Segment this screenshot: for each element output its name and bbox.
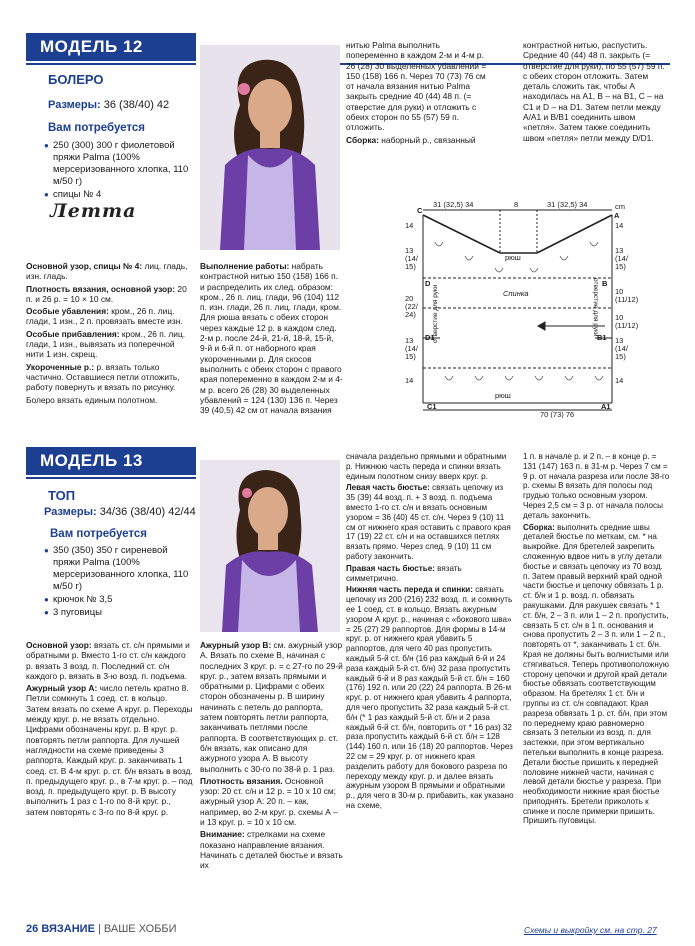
schema-r-13: 13	[615, 246, 624, 255]
paragraph: Плотность вязания. Основной узор: 20 ст. с/н и 12 р. = 10 х 10 см; ажурный узор А: 20 п. – как, например, во 2-м круг. р. схемы А – и 13 круг. р. = 10 х 10 см.	[200, 775, 338, 828]
list-item: ● крючок № 3,5	[44, 594, 194, 606]
paragraph: Сборка: наборный р., связанный	[346, 134, 476, 145]
schema-l-15b: 15)	[405, 352, 416, 361]
schema-l-14: (14/	[405, 254, 418, 263]
footer-note-link[interactable]: Схемы и выкройку см. на стр. 27	[524, 925, 657, 935]
paragraph: Болеро вязать единым полотном.	[26, 394, 158, 405]
schema-hole-right: отверстие для руки	[592, 278, 599, 337]
paragraph: Нижняя часть переда и спинки: связать цепочку из 200 (216) 232 возд. п. и сомкнуть ее 1 соед. ст. в кольцо. Вязать ажурным узором А круг. р., начиная с «бокового шва» = 25 (27) 29 раппортов. Для формы в 14-м круг. р. от нижнего края убавить 5 раппортов, для чего 40 раз пропустить каждый 5-й ст. б/н (16 раз каждый 6-й и 24 раза каждый 5-й ст. б/н) 32 раза пропустить каждый 6-й и 8 раз каждый 5-й ст. б/н = 160 (176) 192 п. или 20 (22) 24 раппорта. В 26-м круг. р. от нижнего края убавить 4 раппорта, для чего пропустить 32 раза каждый 5-й ст. б/н (* 1 раз каждый 5-й ст. б/н и 2 раза каждый 6-й ст. б/н, повторить от * 16 раз) 32 раза пропустить каждый 6-й ст. б/н = 128 (144) 160 п. или 16 (18) 20 раппортов. Через 22 см = 29 круг. р. от нижнего края разделить работу для бокового разреза по переходу между круг. р. и далее вязать ажурным узором В прямыми и обратными р., для чего в 30-м р. прибавить, как указано на схеме,	[346, 585, 514, 810]
paragraph: Ажурный узор В: см. ажурный узор А. Вязать по схеме В, начиная с последних 3 круг. р. = с 27-го по 29-й круг. р., затем вязать прямыми и обратными р. Цифрами с обеих сторон обозначены р. В ширину начинать с петель до раппорта, затем повторять петли раппорта, заканчивать петлями после раппорта. В соответствующих р. ст. б/н вязать, как описано для ажурного узора А. В высоту выполнить с 30-го по 38-й р. 1 раз.	[200, 640, 343, 774]
footer-tagline: ВАШЕ ХОББИ	[103, 923, 177, 935]
schema-l-22: (22/	[405, 302, 418, 311]
paragraph: Выполнение работы: набрать контрастной нитью 150 (158) 166 п. и распределить их след. образом: кром., 26 п. лиц. глади, 96 (104) 112 п. изн. глади, 26 п. лиц. глади, кром. Для рюша вязать с обеих сторон через каждые 12 р. в каждом след. 2-м р. после 24-й, 21-й, 18-й, 15-й, 9-й и 6-й п. от наборного края укороченными р. Для скосов выполнить с обеих сторон с правого края попеременно в каждом 2-м и 4-м р. всего 26 (28) 30 выделенных убавлений = 124 (130) 136 п. Через 39 (40,5) 42 см от начала вязания	[200, 261, 343, 416]
schema-l-15: 15)	[405, 262, 416, 271]
model12-photo	[200, 45, 340, 250]
schema-pt-d1: D1	[425, 333, 435, 342]
list-item: ● 3 пуговицы	[44, 607, 194, 619]
schema-r-14b: (14/	[615, 344, 628, 353]
page-footer	[26, 923, 177, 935]
schema-pt-b: B	[602, 279, 608, 288]
ryush-marks	[435, 242, 603, 380]
paragraph: нитью Palma выполнить попеременно в каждом 2-м и 4-м р. 26 (28) 30 выделенных убавлений = 150 (158) 166 п. Через 70 (73) 76 см от начала вязания нитью Palma закрыть средние 40 (44) 48 п. (= отверстие для руки) и отложить с обеих сторон по 55 (57) 59 п. отложить.	[346, 40, 487, 133]
schema-pt-a1: A1	[601, 402, 611, 411]
model13-header-text: МОДЕЛЬ 13	[40, 451, 143, 470]
model12-col1	[26, 261, 193, 407]
schema-pt-c: C	[417, 206, 423, 215]
schema-neck-left	[423, 215, 500, 253]
schema-spinka: Спинка	[503, 289, 529, 298]
model13-title: ТОП	[48, 488, 76, 503]
schema-pt-b1: B1	[597, 333, 607, 342]
model13-header	[26, 447, 196, 475]
model12-materials	[44, 140, 194, 202]
schema-pt-a: A	[614, 211, 620, 220]
schema-l-20: 20	[405, 294, 414, 303]
paragraph: Левая часть бюстье: связать цепочку из 35 (39) 44 возд. п. + 3 возд. п. подъема вместо 1-го ст. с/н и вязать основным узором = 36 (40) 45 ст. с/н. Через 9 (10) 11 см от нижнего края оставить с правого края 17 (19) 22 ст. с/н и на оставшихся петлях вязать прямо. Через след. 9 (10) 11 см работу закончить.	[346, 483, 511, 561]
schema-top-left: 31 (32,5) 34	[433, 200, 474, 209]
schema-ryush-bottom: рюш	[495, 391, 511, 400]
model12-col4	[523, 40, 670, 145]
model12-col3	[346, 40, 489, 147]
pattern-schema	[405, 198, 685, 418]
schema-r-14c: 14	[615, 376, 624, 385]
paragraph: Сборка: выполнить средние швы деталей бюстье по меткам, см. * на выкройке. Для бретелей закрепить сложенную вдвое нить в углу детали бюстье и связать цепочку из 70 возд. п. Затем правый верхний край одной части бюстье и цепочку обвязать 1 р. ст. б/н и 1 р. возд. п. обвязать ракушками. Для ракушек связать * 1 ст. б/н, 2 – 3 п. или 1 – 2 п. пропустить, связать 5 ст. с/н в 1 п. основания и снова пропустить 2 – 3 п. или 1 – 2 п., повторять от *, заканчивать 1 ст. б/н. Края не должны быть волнистыми или стягиваться. Теперь противоположную сторону цепочки и другой край детали бюстье обвязать соответствующим образом. На бретелях 1 ст. б/н и группы из ст. с/н совпадают. Края разреза обвязать 1 р. ст. б/н, при этом по переднему краю равномерно связать 3 петельки из возд. п. для застежки, при этом вертикально петельки выполнить в конце разреза. Детали бюстье пришить к передней половине нижней части, начиная с левой детали бюстье у разреза. При необходимости нижние края бюстье приподнять. Бретели приколоть к спинке и после примерки пришить. Пришить пуговицы.	[523, 522, 669, 826]
list-item: ● 350 (350) 350 г сиреневой пряжи Palma (100% мерсеризованного хлопка, 110 м/50 г)	[44, 545, 194, 593]
schema-hole-left: отверстие для руки	[432, 284, 439, 343]
schema-neck-right	[537, 215, 612, 253]
paragraph: Плотность вязания, основной узор: 20 п. и 26 р. = 10 × 10 см.	[26, 283, 187, 304]
model12-title: БОЛЕРО	[48, 72, 104, 87]
list-item: ● 250 (300) 300 г фиолетовой пряжи Palma (100% мерсеризованного хлопка, 110 м/50 г)	[44, 140, 194, 188]
schema-pt-c1: C1	[427, 402, 437, 411]
model12-sizes-value: 36 (38/40) 42	[103, 99, 170, 111]
paragraph: Ажурный узор А: число петель кратно 8. Петли сомкнуть 1 соед. ст. в кольцо. Затем вязать по схеме А круг. р. Переходы между круг. р. не вязать отдельно. Цифрами обозначены круг. р. В круг. р. повторять петли раппорта. Для лучшей наглядности на схеме приведены 3 раппорта. Каждый круг. р. заканчивать 1 соед. ст. В 4-м круг. р. ст. б/н вязать в возд. п. предыдущего круг. р., в 7-м круг. р. – под возд. п. предыдущего круг. р. В высоту выполнить 1 раз с 1-го по 8-й круг. р., затем повторять с 3-го по 8-й круг. р.	[26, 683, 193, 817]
model13-col3	[346, 452, 514, 813]
model13-photo	[200, 460, 340, 632]
schema-top-right: 31 (32,5) 34	[547, 200, 588, 209]
paragraph: 1 п. в начале р. и 2 п. – в конце р. = 131 (147) 163 п. в 31-м р. Через 7 см = 9 р. от начала разреза или после 38-го р. схемы В вязать для полосы под грудью только основным узором. Через 2,5 см = 3 р. от начала полосы деталь закончить.	[523, 452, 670, 520]
schema-unit: cm	[615, 202, 625, 211]
model13-sizes-value: 34/36 (38/40) 42/44	[99, 506, 196, 518]
schema-r-10b: 10	[615, 313, 624, 322]
model13-col2	[200, 640, 343, 873]
schema-ryush-top: рюш	[505, 253, 521, 262]
footer-divider: |	[97, 923, 101, 935]
schema-r-13b: 13	[615, 336, 624, 345]
schema-r-14a: 14	[615, 221, 624, 230]
model12-sizes-label: Размеры:	[48, 99, 101, 111]
schema-top-mid: 8	[514, 200, 519, 209]
schema-r-15b: 15)	[615, 352, 626, 361]
model13-materials-title: Вам потребуется	[50, 528, 148, 540]
model13-col1	[26, 640, 193, 819]
schema-l-14c: 14	[405, 376, 414, 385]
model12-header-text: МОДЕЛЬ 12	[40, 37, 143, 56]
model13-sizes-label: Размеры:	[44, 506, 97, 518]
schema-l-13b: 13	[405, 336, 414, 345]
schema-r-14: (14/	[615, 254, 628, 263]
list-item: ● спицы № 4	[44, 189, 194, 201]
schema-l-14a: 14	[405, 221, 414, 230]
paragraph: Основной узор, спицы № 4: лиц. гладь, изн. гладь.	[26, 261, 188, 282]
model12-col2	[200, 261, 343, 417]
paragraph: сначала раздельно прямыми и обратными р. Нижнюю часть переда и спинки вязать единым полотном снизу вверх круг. р.	[346, 452, 507, 481]
schema-r-11b: (11/12)	[615, 321, 639, 330]
schema-l-24: 24)	[405, 310, 416, 319]
paragraph: Особые убавления: кром., 26 п. лиц. глади, 1 изн., 2 п. провязать вместе изн.	[26, 306, 183, 327]
paragraph: Внимание: стрелками на схеме показано направление вязания. Начинать с деталей бюстье и вязать их	[200, 829, 343, 871]
schema-l-13: 13	[405, 246, 414, 255]
brand-logo: Летта	[50, 200, 137, 222]
model13-col4	[523, 452, 670, 828]
schema-l-14b: (14/	[405, 344, 418, 353]
model12-sizes	[48, 99, 169, 111]
schema-bottom: 70 (73) 76	[540, 410, 575, 418]
schema-r-15: 15)	[615, 262, 626, 271]
magazine-name: ВЯЗАНИЕ	[41, 923, 95, 935]
model12-materials-title: Вам потребуется	[48, 122, 146, 134]
paragraph: Правая часть бюстье: вязать симметрично.	[346, 563, 462, 583]
schema-pt-d: D	[425, 279, 431, 288]
model13-materials	[44, 545, 194, 620]
schema-r-10: 10	[615, 287, 624, 296]
model12-header	[26, 33, 196, 61]
model13-sizes	[44, 506, 196, 518]
paragraph: контрастной нитью, распустить. Средние 40 (44) 48 п. закрыть (= отверстие для руки), по 55 (57) 59 п. с обеих сторон отложить. Затем деталь сложить так, чтобы A находилась на A1, B – на B1, C – на C1 и D – на D1. Затем петли между A/A1 и B/B1 соединить швом «петля». Затем также соединить швом «петля» петли между D/D1.	[523, 40, 665, 143]
paragraph: Укороченные р.: р. вязать только частично. Оставшиеся петли отложить, работу повернуть и вязать по рисунку.	[26, 361, 180, 393]
paragraph: Особые прибавления: кром., 26 п. лиц. глади, 1 изн., вывязать из поперечной нити 1 изн. скрещ.	[26, 328, 186, 360]
paragraph: Основной узор: вязать ст. с/н прямыми и обратными р. Вместо 1-го ст. с/н каждого р. вязать 3 возд. п. Последний ст. с/н каждого р. вязать в 3-ю возд. п. подъема.	[26, 640, 190, 681]
page-number: 26	[26, 923, 39, 935]
schema-r-11: (11/12)	[615, 295, 639, 304]
